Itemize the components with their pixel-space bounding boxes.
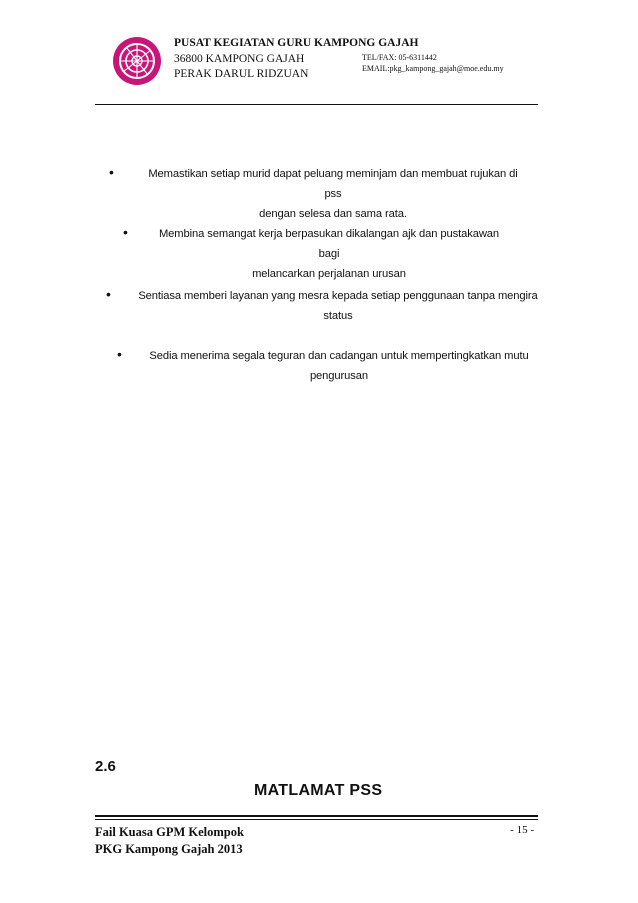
list-item-line: Sedia menerima segala teguran dan cadangan untuk mempertingkatkan mutu: [149, 350, 529, 362]
header-org-name: PUSAT KEGIATAN GURU KAMPONG GAJAH: [174, 37, 419, 49]
pkg-logo-icon: [112, 36, 162, 86]
footer-line2: PKG Kampong Gajah 2013: [95, 842, 243, 856]
list-item-text: [148, 346, 530, 386]
list-item: [0, 346, 638, 390]
page-number: - 15 -: [510, 824, 534, 836]
list-item: [0, 286, 638, 330]
header-tel: TEL/FAX: 05-6311442: [362, 53, 437, 62]
list-item-line: Sentiasa memberi layanan yang mesra kepada setiap penggunaan tanpa mengira: [138, 290, 538, 302]
list-item-line: pengurusan: [309, 370, 369, 382]
bullet-icon: •: [123, 224, 128, 240]
list-item-text: [140, 164, 526, 224]
list-item-line: status: [323, 310, 353, 322]
list-item-line: Memastikan setiap murid dapat peluang meminjam dan membuat rujukan di pss: [148, 168, 518, 200]
section-number: 2.6: [95, 758, 116, 775]
header-address-line2: PERAK DARUL RIDZUAN: [174, 68, 309, 80]
bullet-icon: •: [109, 164, 114, 180]
list-item-line: Membina semangat kerja berpasukan dikalangan ajk dan pustakawan bagi: [158, 228, 500, 260]
list-item-line: dengan selesa dan sama rata.: [259, 208, 407, 220]
list-item-line: melancarkan perjalanan urusan: [252, 268, 406, 280]
list-item-text: [148, 224, 510, 284]
list-item: [0, 224, 638, 280]
footer-divider: [95, 819, 538, 820]
header-email: EMAIL:pkg_kampong_gajah@moe.edu.my: [362, 64, 504, 73]
bullet-icon: •: [117, 346, 122, 362]
header-address-line1: 36800 KAMPONG GAJAH: [174, 53, 305, 65]
list-item: [0, 164, 638, 220]
footer-line1: Fail Kuasa GPM Kelompok: [95, 825, 244, 839]
list-item-text: [138, 286, 538, 326]
section-title: MATLAMAT PSS: [254, 782, 383, 799]
header-divider: [95, 104, 538, 105]
footer-divider: [95, 815, 538, 817]
bullet-icon: •: [106, 286, 111, 302]
